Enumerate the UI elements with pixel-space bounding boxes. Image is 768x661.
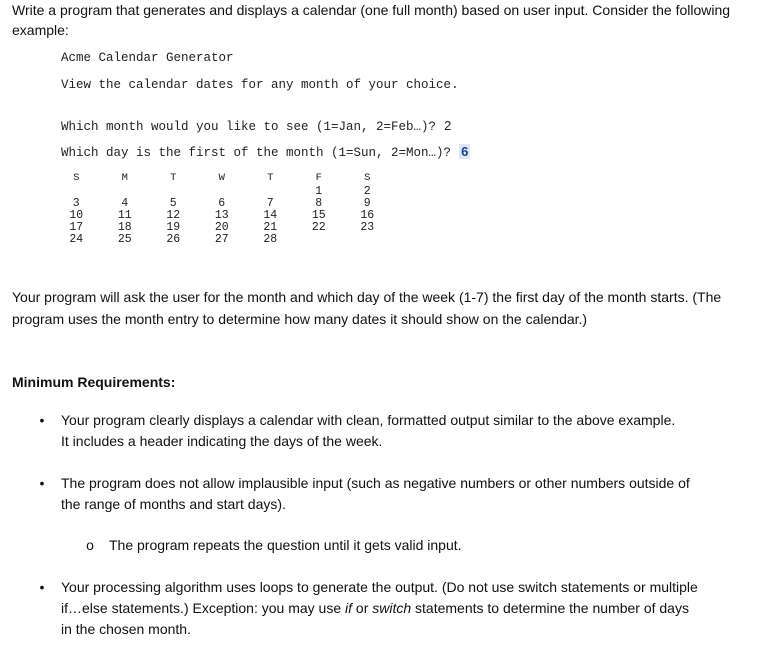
calendar-day bbox=[343, 234, 392, 246]
requirement-text-end: statements to determine the number of days in the chosen month. bbox=[61, 600, 689, 637]
header-mon: M bbox=[121, 172, 128, 184]
calendar-grid bbox=[52, 170, 392, 246]
calendar-day: 22 bbox=[311, 221, 326, 234]
requirement-item bbox=[39, 410, 681, 452]
calendar-day bbox=[295, 234, 344, 246]
calendar-day: 21 bbox=[263, 221, 278, 234]
explanation-paragraph: Your program will ask the user for the month and which day of the week (1-7) the first day of the month starts. (The program uses the month entry to determine how many dates it should show on the calendar.) bbox=[12, 289, 722, 327]
calendar-day: 7 bbox=[266, 197, 274, 210]
calendar-day: 9 bbox=[363, 197, 371, 210]
header-wed: W bbox=[218, 172, 225, 184]
calendar-day: 24 bbox=[69, 233, 84, 246]
month-prompt: Which month would you like to see (1=Jan, 2=Feb…)? bbox=[61, 120, 437, 134]
calendar-day: 6 bbox=[218, 197, 226, 210]
calendar-day: 1 bbox=[315, 185, 323, 198]
bullet-icon: • bbox=[39, 475, 45, 491]
calendar-day: 20 bbox=[214, 221, 229, 234]
calendar-day: 18 bbox=[117, 221, 132, 234]
calendar-header-row bbox=[52, 170, 392, 186]
switch-keyword: switch bbox=[372, 600, 412, 616]
calendar-day: 14 bbox=[263, 209, 278, 222]
requirements-heading: Minimum Requirements: bbox=[12, 374, 176, 390]
calendar-day: 25 bbox=[117, 233, 132, 246]
bullet-icon: • bbox=[39, 579, 45, 595]
calendar-day: 15 bbox=[311, 209, 326, 222]
header-tue: T bbox=[170, 172, 177, 184]
calendar-day: 26 bbox=[166, 233, 181, 246]
month-answer: 2 bbox=[444, 118, 452, 133]
or-text: or bbox=[352, 600, 373, 616]
calendar-day: 2 bbox=[363, 185, 371, 198]
requirement-item bbox=[39, 577, 701, 640]
day-question bbox=[61, 144, 470, 160]
calendar-day: 3 bbox=[72, 197, 80, 210]
calendar-week bbox=[52, 234, 392, 246]
header-sat: S bbox=[364, 172, 371, 184]
calendar-day: 27 bbox=[214, 233, 229, 246]
requirement-text: Your program clearly displays a calendar with clean, formatted output similar to the above example. It includes a header indicating the days of the week. bbox=[61, 412, 676, 449]
calendar-day: 8 bbox=[315, 197, 323, 210]
calendar-day: 19 bbox=[166, 221, 181, 234]
example-title: Acme Calendar Generator bbox=[61, 51, 234, 65]
day-prompt: Which day is the first of the month (1=Sun, 2=Mon…)? bbox=[61, 146, 452, 160]
requirement-text: Your processing algorithm uses loops to generate the output. (Do not use switch statements or multiple if…else statements.) Exception: you may use bbox=[61, 579, 698, 616]
requirement-item bbox=[39, 473, 701, 515]
calendar-day: 12 bbox=[166, 209, 181, 222]
calendar-day: 17 bbox=[69, 221, 84, 234]
calendar-day: 10 bbox=[69, 209, 84, 222]
day-answer: 6 bbox=[461, 144, 469, 159]
calendar-day: 4 bbox=[121, 197, 129, 210]
intro-paragraph: Write a program that generates and displays a calendar (one full month) based on user input. Consider the following example: bbox=[12, 2, 731, 38]
header-thu: T bbox=[267, 172, 274, 184]
header-sun: S bbox=[73, 172, 80, 184]
requirement-text: The program does not allow implausible input (such as negative numbers or other numbers outside of the range of months and start days). bbox=[61, 475, 690, 512]
calendar-day: 16 bbox=[360, 209, 375, 222]
calendar-day: 13 bbox=[214, 209, 229, 222]
requirement-text: The program repeats the question until it gets valid input. bbox=[109, 537, 462, 553]
calendar-day: 11 bbox=[117, 209, 132, 222]
month-question bbox=[61, 118, 451, 134]
requirement-sub-item bbox=[86, 535, 709, 556]
header-fri: F bbox=[315, 172, 322, 184]
if-keyword: if bbox=[345, 600, 353, 616]
example-subtitle: View the calendar dates for any month of your choice. bbox=[61, 78, 459, 92]
calendar-day: 28 bbox=[263, 233, 278, 246]
calendar-day: 23 bbox=[360, 221, 375, 234]
bullet-icon: • bbox=[39, 412, 45, 428]
calendar-day: 5 bbox=[169, 197, 177, 210]
sub-bullet-icon: o bbox=[86, 537, 94, 553]
